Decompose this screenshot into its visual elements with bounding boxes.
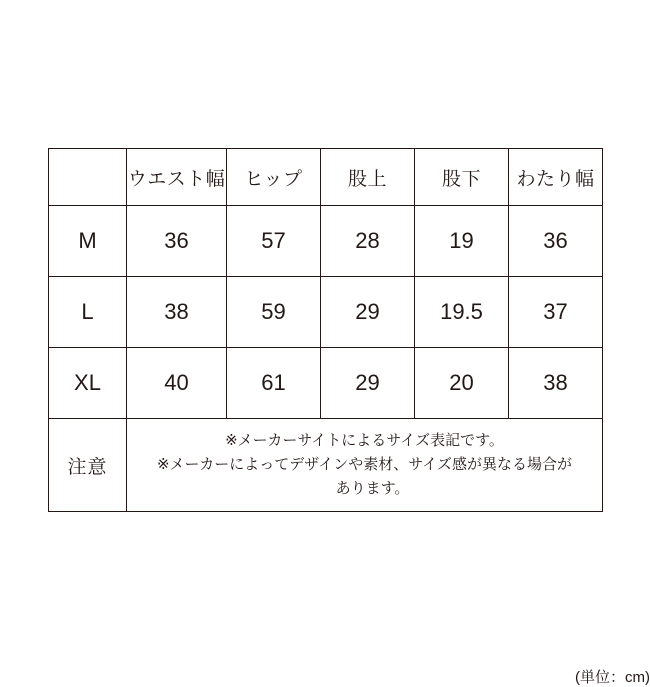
table-body [49, 206, 603, 512]
cell-m-thigh: 36 [509, 206, 603, 277]
note-body [127, 419, 603, 512]
column-header-rise: 股上 [321, 149, 415, 206]
cell-l-rise: 29 [321, 277, 415, 348]
row-label-l: L [49, 277, 127, 348]
note-line-1: ※メーカーサイトによるサイズ表記です。 [225, 431, 504, 449]
cell-m-waist: 36 [127, 206, 227, 277]
cell-xl-rise: 29 [321, 348, 415, 419]
row-label-m: M [49, 206, 127, 277]
cell-m-inseam: 19 [415, 206, 509, 277]
column-header-hip: ヒップ [227, 149, 321, 206]
table-row [49, 277, 603, 348]
cell-l-thigh: 37 [509, 277, 603, 348]
cell-xl-hip: 61 [227, 348, 321, 419]
column-header-thigh: わたり幅 [509, 149, 603, 206]
unit-note: (単位：cm) [575, 669, 650, 686]
table-row [49, 206, 603, 277]
size-table-container [48, 148, 650, 686]
table-row [49, 348, 603, 419]
cell-xl-waist: 40 [127, 348, 227, 419]
note-line-2: ※メーカーによってデザインや素材、サイズ感が異なる場合が [156, 455, 573, 473]
cell-xl-thigh: 38 [509, 348, 603, 419]
column-header-inseam: 股下 [415, 149, 509, 206]
cell-l-inseam: 19.5 [415, 277, 509, 348]
cell-xl-inseam: 20 [415, 348, 509, 419]
cell-m-hip: 57 [227, 206, 321, 277]
header-row [49, 149, 603, 206]
note-row [49, 419, 603, 512]
row-label-xl: XL [49, 348, 127, 419]
column-header-waist: ウエスト幅 [127, 149, 227, 206]
cell-m-rise: 28 [321, 206, 415, 277]
note-line-3: あります。 [335, 480, 410, 498]
cell-l-hip: 59 [227, 277, 321, 348]
cell-l-waist: 38 [127, 277, 227, 348]
note-label: 注意 [49, 419, 127, 512]
size-table [48, 148, 603, 512]
table-header [49, 149, 603, 206]
table-corner-cell [49, 149, 127, 206]
